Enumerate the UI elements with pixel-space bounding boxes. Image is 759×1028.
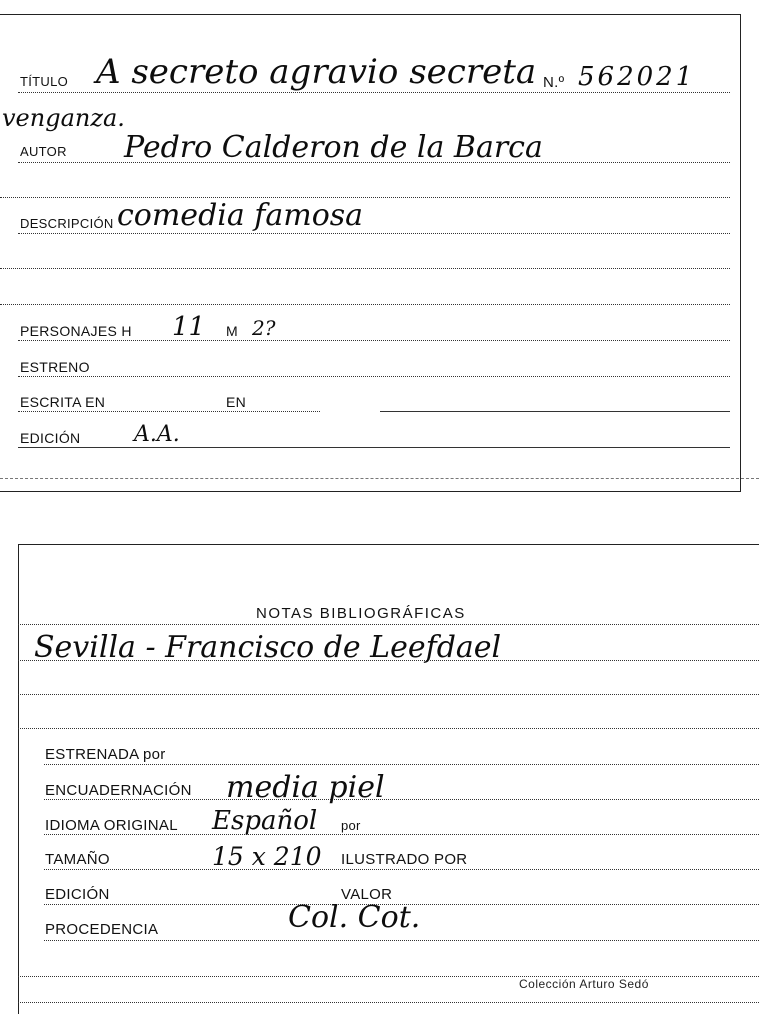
personajes-label: PERSONAJES H: [20, 323, 132, 339]
rule-blank-1: [0, 197, 730, 198]
rule-blank-2: [0, 268, 730, 269]
rule-notas-3: [18, 694, 759, 695]
edicion-value: A.A.: [134, 422, 180, 447]
rule-tamano: [44, 869, 759, 870]
idioma-por-label: por: [341, 818, 361, 833]
rule-edicion: [18, 447, 730, 448]
edicion-label: EDICIÓN: [20, 430, 81, 446]
ilustrado-label: ILUSTRADO POR: [341, 851, 468, 868]
coleccion-stamp: Colección Arturo Sedó: [519, 977, 649, 991]
rule-personajes: [18, 340, 730, 341]
escrita-en-label: ESCRITA EN: [20, 394, 106, 410]
encuadernacion-label: ENCUADERNACIÓN: [45, 782, 192, 799]
rule-notas: [18, 624, 759, 625]
notas-value: Sevilla - Francisco de Leefdael: [34, 630, 502, 665]
rule-bottom-edge: [18, 1002, 759, 1003]
procedencia-label: PROCEDENCIA: [45, 921, 159, 938]
rule-estreno: [18, 376, 730, 377]
titulo-value: A secreto agravio secreta: [96, 52, 537, 92]
tamano-value: 15 x 210: [212, 842, 322, 871]
notas-heading: NOTAS BIBLIOGRÁFICAS: [256, 605, 466, 622]
titulo-value-line2: venganza.: [2, 104, 125, 132]
valor-label: VALOR: [341, 886, 393, 903]
numero-label: N.º: [543, 74, 565, 91]
rule-escrita-left: [18, 411, 320, 412]
rule-escrita-right: [380, 411, 730, 412]
procedencia-value: Col. Cot.: [288, 900, 421, 935]
idioma-label: IDIOMA ORIGINAL: [45, 817, 178, 834]
card-cut-line: [0, 478, 759, 479]
tamano-label: TAMAÑO: [45, 851, 110, 868]
rule-notas-2: [18, 660, 759, 661]
rule-notas-4: [18, 728, 759, 729]
rule-titulo: [18, 92, 730, 93]
personajes-h-value: 11: [172, 312, 206, 342]
rule-estrenada: [44, 764, 759, 765]
encuadernacion-value: media piel: [226, 770, 385, 805]
idioma-value: Español: [212, 806, 318, 836]
personajes-m-label: M: [226, 323, 238, 339]
en-label: EN: [226, 394, 247, 410]
estrenada-label: ESTRENADA por: [45, 746, 166, 763]
descripcion-label: DESCRIPCIÓN: [20, 216, 114, 231]
descripcion-value: comedia famosa: [117, 198, 364, 233]
rule-procedencia: [44, 940, 759, 941]
numero-value: 562021: [578, 62, 696, 92]
estreno-label: ESTRENO: [20, 359, 90, 375]
rule-encuadernacion: [44, 799, 759, 800]
rule-descripcion: [18, 233, 730, 234]
rule-idioma: [44, 834, 759, 835]
autor-value: Pedro Calderon de la Barca: [124, 130, 543, 165]
autor-label: AUTOR: [20, 144, 67, 159]
personajes-m-value: 2?: [252, 316, 276, 340]
titulo-label: TÍTULO: [20, 74, 69, 89]
edicion-b-label: EDICIÓN: [45, 886, 110, 903]
rule-blank-3: [0, 304, 730, 305]
